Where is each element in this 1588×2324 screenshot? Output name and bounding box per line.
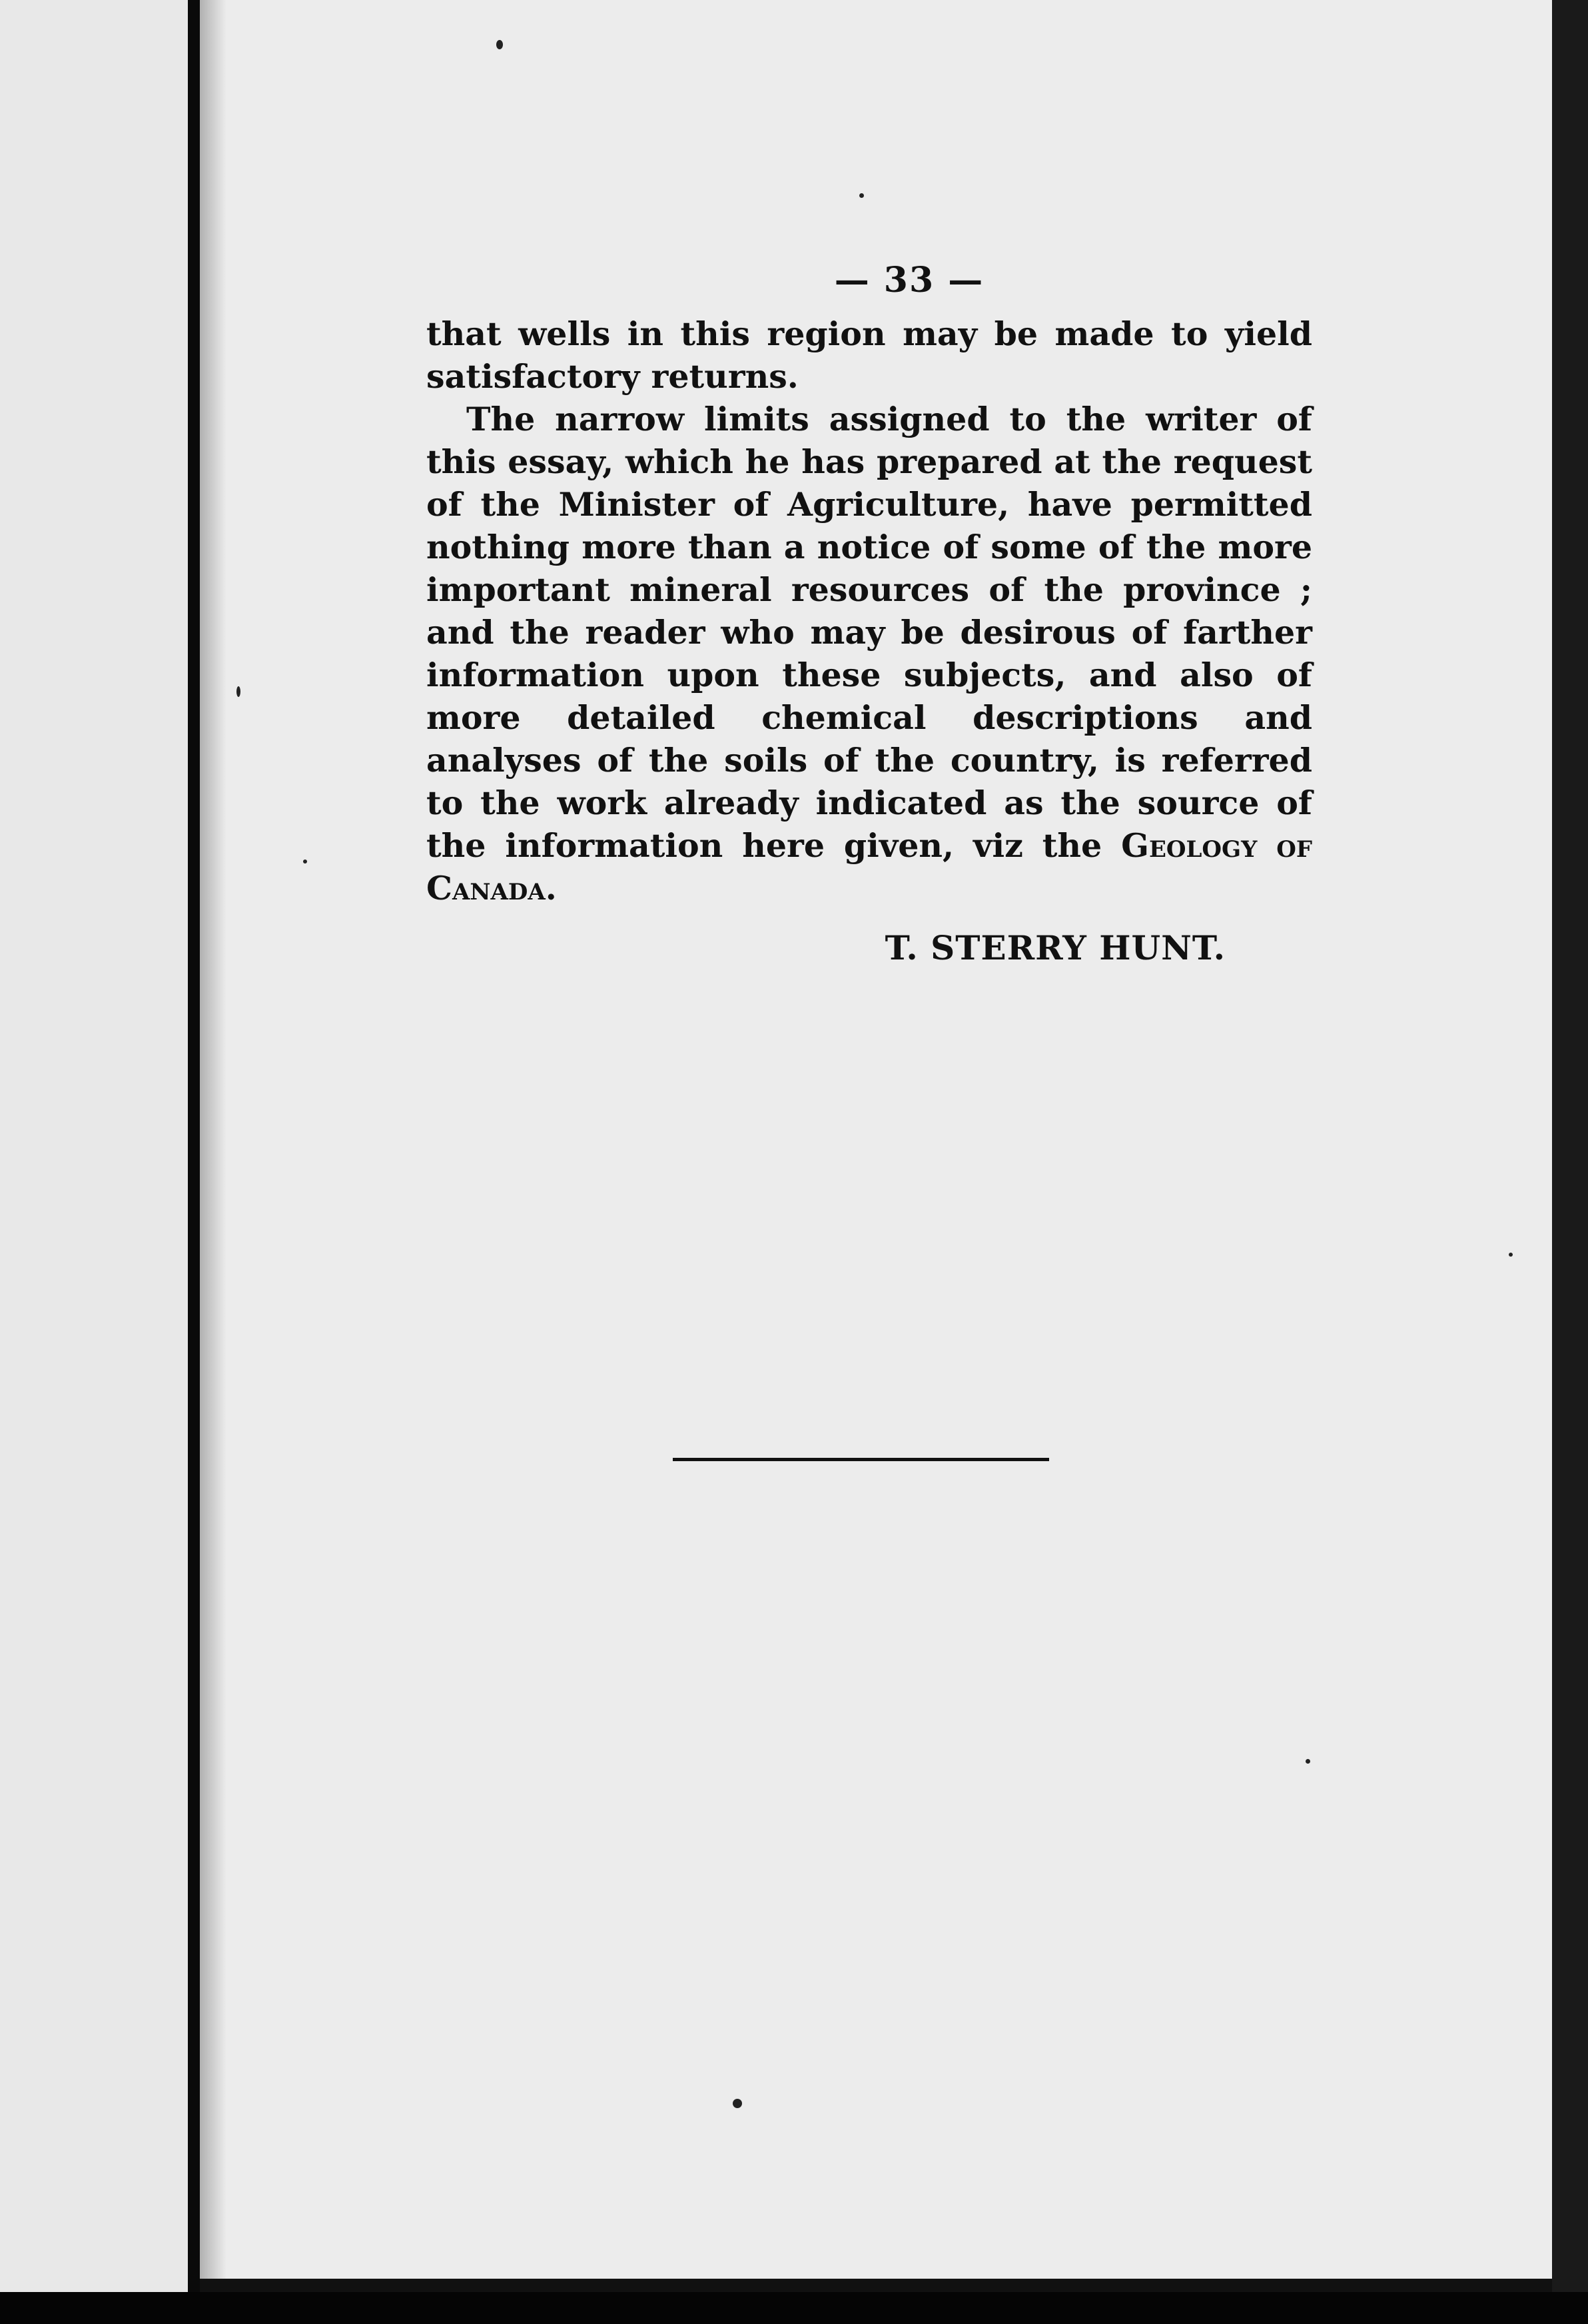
page-text-block [426, 260, 1312, 967]
scan-speck [1306, 1759, 1310, 1764]
scan-speck [1509, 1253, 1513, 1257]
bottom-page-edge [0, 2292, 1588, 2324]
scan-speck [236, 686, 240, 697]
paragraph-closing-end: . [545, 869, 557, 907]
author-signature: T. STERRY HUNT. [885, 928, 1226, 967]
binding-gutter [188, 0, 200, 2324]
page-shadow [200, 0, 226, 2279]
paragraph-continuation: that wells in this region may be made to yield satisfactory returns. [426, 314, 1312, 396]
left-page-edge [0, 0, 188, 2295]
scan-speck [303, 860, 307, 864]
scan-speck [733, 2099, 742, 2108]
paragraph-closing-text: The narrow limits assigned to the writer of this essay, which he has prepared at the request of the Minister of Agriculture, have permitted nothing more than a notice of some of the more important mineral resources of the province ; and the reader who may be desirous of farther information upon these subjects, and also of more detailed chemical descriptions and analyses of the soils of the country, is referred to the work already indicated as the source of the information here given, viz the [426, 400, 1312, 865]
scan-speck [859, 193, 864, 198]
paragraph-closing [426, 398, 1312, 909]
page-number: — 33 — [834, 260, 985, 300]
book-title-reference: Geology of Canada [426, 826, 1313, 907]
scan-speck [496, 40, 503, 49]
right-page-edge [1552, 0, 1588, 2324]
section-divider-rule [673, 1458, 1049, 1461]
